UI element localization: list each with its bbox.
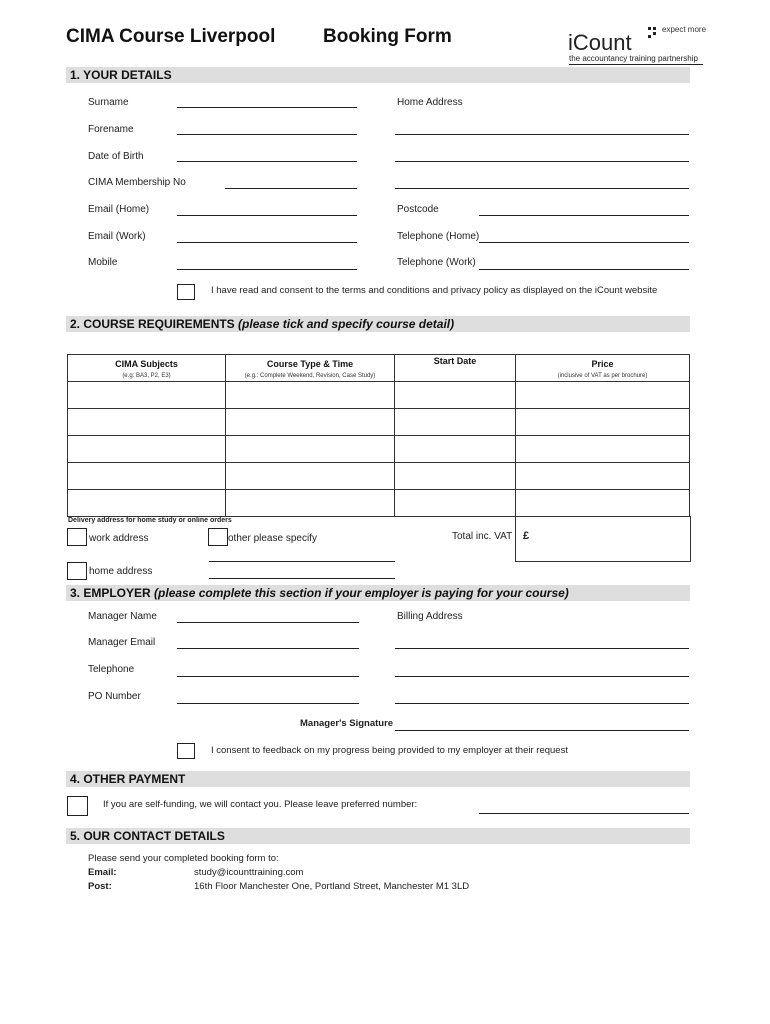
forename-field[interactable] — [177, 134, 357, 135]
table-cell[interactable] — [516, 382, 690, 409]
contact-email-value[interactable]: study@icounttraining.com — [194, 867, 304, 878]
logo-dots-icon — [648, 27, 660, 39]
table-row — [68, 463, 690, 490]
column-header: Price (inclusive of VAT as per brochure) — [516, 355, 690, 382]
manager-name-field[interactable] — [177, 622, 359, 623]
telephone-field[interactable] — [177, 676, 359, 677]
form-title: CIMA Course Liverpool — [66, 26, 276, 47]
signature-field[interactable] — [395, 730, 689, 731]
email-home-label: Email (Home) — [88, 204, 150, 215]
manager-email-label: Manager Email — [88, 637, 156, 648]
telephone-label: Telephone — [88, 664, 135, 675]
home-address-line-2[interactable] — [395, 161, 689, 162]
manager-name-label: Manager Name — [88, 611, 157, 622]
tel-home-field[interactable] — [479, 242, 689, 243]
billing-address-line-1[interactable] — [395, 648, 689, 649]
table-cell[interactable] — [226, 490, 395, 517]
column-header: Course Type & Time (e.g.: Complete Weekend, Revision, Case Study) — [226, 355, 395, 382]
table-row — [68, 436, 690, 463]
section-heading: 3. EMPLOYER (please complete this section if your employer is paying for your course) — [70, 586, 569, 600]
section-course-requirements — [66, 316, 690, 332]
section-contact-details — [66, 828, 690, 844]
table-cell[interactable] — [516, 463, 690, 490]
table-cell[interactable] — [68, 382, 226, 409]
table-header-row — [68, 355, 690, 382]
billing-address-line-2[interactable] — [395, 676, 689, 677]
work-address-checkbox[interactable] — [67, 528, 87, 546]
section-heading: 5. OUR CONTACT DETAILS — [70, 829, 225, 843]
table-cell[interactable] — [395, 490, 516, 517]
column-header: Start Date — [395, 355, 516, 382]
column-header: CIMA Subjects (e.g: BA3, P2, E3) — [68, 355, 226, 382]
table-cell[interactable] — [68, 490, 226, 517]
currency-symbol: £ — [523, 530, 530, 542]
table-cell[interactable] — [68, 463, 226, 490]
table-cell[interactable] — [395, 463, 516, 490]
table-cell[interactable] — [516, 409, 690, 436]
logo-rule — [569, 64, 703, 65]
total-label: Total inc. VAT — [452, 531, 513, 542]
work-address-label: work address — [89, 533, 149, 544]
postcode-label: Postcode — [397, 204, 439, 215]
other-address-line-2[interactable] — [209, 578, 395, 579]
section-heading: 4. OTHER PAYMENT — [70, 772, 186, 786]
course-table — [67, 354, 690, 517]
table-cell[interactable] — [226, 436, 395, 463]
section-heading: 2. COURSE REQUIREMENTS (please tick and specify course detail) — [70, 317, 455, 331]
employer-feedback-label: I consent to feedback on my progress being provided to my employer at their request — [211, 745, 568, 756]
table-cell[interactable] — [395, 382, 516, 409]
section-heading: 1. YOUR DETAILS — [70, 68, 172, 82]
dob-label: Date of Birth — [88, 151, 144, 162]
total-field[interactable] — [515, 516, 691, 562]
consent-terms-label: I have read and consent to the terms and conditions and privacy policy as displayed on the iCount website — [211, 285, 658, 296]
other-address-label: other please specify — [228, 533, 317, 544]
manager-email-field[interactable] — [177, 648, 359, 649]
table-cell[interactable] — [226, 409, 395, 436]
form-subtitle: Booking Form — [323, 26, 452, 47]
table-cell[interactable] — [68, 436, 226, 463]
forename-label: Forename — [88, 124, 134, 135]
email-home-field[interactable] — [177, 215, 357, 216]
cima-no-field[interactable] — [225, 188, 357, 189]
contact-email-label: Email: — [88, 867, 117, 878]
table-row — [68, 409, 690, 436]
contact-intro: Please send your completed booking form to: — [88, 853, 279, 864]
surname-field[interactable] — [177, 107, 357, 108]
billing-address-line-3[interactable] — [395, 703, 689, 704]
email-work-field[interactable] — [177, 242, 357, 243]
table-cell[interactable] — [395, 436, 516, 463]
logo-name: iCount — [568, 30, 632, 55]
table-cell[interactable] — [516, 490, 690, 517]
mobile-label: Mobile — [88, 257, 118, 268]
section-your-details — [66, 67, 690, 83]
home-address-delivery-label: home address — [89, 566, 153, 577]
cima-no-label: CIMA Membership No — [88, 177, 186, 188]
preferred-number-field[interactable] — [479, 813, 689, 814]
table-row — [68, 490, 690, 517]
logo-tagline: the accountancy training partnership — [569, 54, 698, 63]
tel-work-label: Telephone (Work) — [397, 257, 476, 268]
logo-expect: expect more — [662, 25, 707, 34]
po-number-label: PO Number — [88, 691, 141, 702]
mobile-field[interactable] — [177, 269, 357, 270]
section-employer — [66, 585, 690, 601]
contact-post-value: 16th Floor Manchester One, Portland Street, Manchester M1 3LD — [194, 881, 470, 892]
table-row — [68, 382, 690, 409]
home-address-checkbox[interactable] — [67, 562, 87, 580]
dob-field[interactable] — [177, 161, 357, 162]
po-number-field[interactable] — [177, 703, 359, 704]
employer-feedback-checkbox[interactable] — [177, 743, 195, 759]
signature-label: Manager's Signature — [300, 718, 394, 729]
email-work-label: Email (Work) — [88, 231, 146, 242]
other-address-line-1[interactable] — [209, 561, 395, 562]
consent-terms-checkbox[interactable] — [177, 284, 195, 300]
home-address-line-1[interactable] — [395, 134, 689, 135]
table-cell[interactable] — [226, 382, 395, 409]
section-other-payment — [66, 771, 690, 787]
billing-address-label: Billing Address — [397, 611, 463, 622]
other-address-checkbox[interactable] — [208, 528, 228, 546]
home-address-line-3[interactable] — [395, 188, 689, 189]
tel-home-label: Telephone (Home) — [397, 231, 480, 242]
home-address-label: Home Address — [397, 97, 463, 108]
self-funding-checkbox[interactable] — [67, 796, 88, 816]
table-cell[interactable] — [68, 409, 226, 436]
surname-label: Surname — [88, 97, 129, 108]
postcode-field[interactable] — [479, 215, 689, 216]
delivery-label: Delivery address for home study or online orders — [68, 517, 232, 524]
self-funding-label: If you are self-funding, we will contact you. Please leave preferred number: — [103, 799, 418, 810]
table-cell[interactable] — [395, 409, 516, 436]
table-cell[interactable] — [226, 463, 395, 490]
contact-post-label: Post: — [88, 881, 112, 892]
tel-work-field[interactable] — [479, 269, 689, 270]
table-cell[interactable] — [516, 436, 690, 463]
